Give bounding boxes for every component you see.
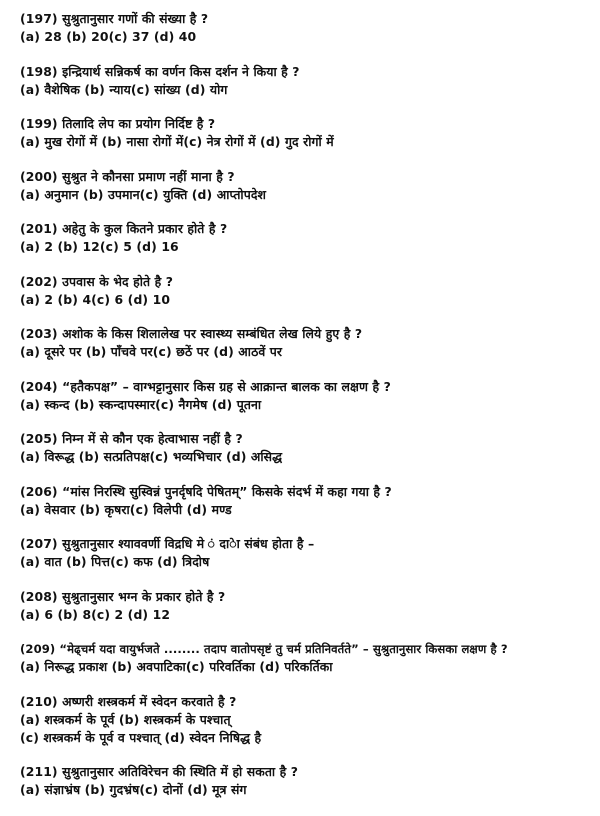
question-options: (a) दूसरे पर (b) पाँचवे पर(c) छठें पर (d) आठवें पर: [20, 344, 283, 359]
question-209: [20, 640, 590, 676]
question-options: (a) अनुमान (b) उपमान(c) युक्ति (d) आप्तोपदेश: [20, 186, 267, 202]
question-206: [20, 483, 590, 519]
question-210: [20, 693, 590, 747]
question-options: (a) स्कन्द (b) स्कन्दापस्मार(c) नैगमेष (d) पूतना: [20, 396, 262, 412]
question-text: (202) उपवास के भेद होते है ?: [20, 273, 173, 289]
question-options: (a) निरूद्ध प्रकाश (b) अवपाटिका(c) परिवर्तिका (d) परिकर्तिका: [20, 659, 333, 674]
question-198: [20, 63, 590, 99]
question-text: (205) निम्न में से कौन एक हेत्वाभास नहीं है ?: [20, 431, 243, 446]
question-text: (209) “मेढ्चर्म यदा वायुर्भजते ........ तदाप वातोपसृष्टं तु चर्म प्रतिनिवर्तते” – सुश्रुतानुसार किसका लक्षण है ?: [20, 642, 508, 656]
question-205: [20, 430, 590, 466]
question-text: (199) तिलादि लेप का प्रयोग निर्दिष्ट है ?: [20, 116, 216, 131]
question-options: (a) वेसवार (b) कृषरा(c) विलेपी (d) मण्ड: [20, 501, 232, 517]
question-211: [20, 763, 590, 799]
question-204: [20, 378, 590, 414]
question-options: (a) 2 (b) 12(c) 5 (d) 16: [20, 239, 179, 254]
question-201: [20, 220, 590, 256]
question-text: (211) सुश्रुतानुसार अतिविरेचन की स्थिति में हो सकता है ?: [20, 764, 299, 779]
question-text: (204) “हतैकपक्ष” – वाग्भट्टानुसार किस ग्रह से आक्रान्त बालक का लक्षण है ?: [20, 378, 391, 394]
question-203: [20, 325, 590, 361]
question-text: (208) सुश्रुतानुसार भग्न के प्रकार होते है ?: [20, 588, 226, 604]
question-text: (200) सुश्रुत ने कौनसा प्रमाण नहीं माना है ?: [20, 168, 235, 184]
question-options-line-2: (c) शस्त्रकर्म के पूर्व व पश्चात् (d) स्वेदन निषिद्ध है: [20, 729, 262, 745]
question-options: (a) वैशेषिक (b) न्याय(c) सांख्य (d) योग: [20, 81, 228, 97]
question-208: [20, 588, 590, 624]
question-options: (a) मुख रोगों में (b) नासा रोगों में(c) नेत्र रोगों में (d) गुद रोगों में: [20, 134, 334, 149]
question-207: [20, 535, 590, 571]
question-text: (210) अष्णरी शस्त्रकर्म में स्वेदन करवाते है ?: [20, 693, 237, 709]
question-200: [20, 168, 590, 204]
question-text: (198) इन्द्रियार्थ सन्निकर्ष का वर्णन किस दर्शन ने किया है ?: [20, 63, 300, 79]
question-options: (a) विरूद्ध (b) सत्प्रतिपक्ष(c) भव्यभिचार (d) असिद्ध: [20, 449, 283, 464]
question-text: (201) अहेतु के कुल कितने प्रकार होते है ?: [20, 221, 228, 236]
question-options: (a) संज्ञाभ्रंष (b) गुदभ्रंष(c) दोनों (d) मूत्र संग: [20, 782, 247, 797]
question-text: (207) सुश्रुतानुसार श्याववर्णी विद्रधि मे ं दा◌ेा संबंध होता है –: [20, 536, 315, 551]
question-options: (a) 2 (b) 4(c) 6 (d) 10: [20, 291, 171, 307]
question-options: (a) शस्त्रकर्म के पूर्व (b) शस्त्रकर्म के पश्चात्: [20, 711, 231, 727]
question-text: (203) अशोक के किस शिलालेख पर स्वास्थ्य सम्बंधित लेख लिये हुए है ?: [20, 326, 363, 341]
question-199: [20, 115, 590, 151]
question-options: (a) 28 (b) 20(c) 37 (d) 40: [20, 29, 197, 44]
question-options: (a) 6 (b) 8(c) 2 (d) 12: [20, 606, 171, 622]
question-list: [20, 10, 590, 816]
question-197: [20, 10, 590, 46]
question-text: (197) सुश्रुतानुसार गणों की संख्या है ?: [20, 11, 209, 26]
question-202: [20, 273, 590, 309]
question-text: (206) “मांस निरस्थि सुस्विन्नं पुनर्दृषदि पेषितम्” किसके संदर्भ में कहा गया है ?: [20, 483, 392, 499]
question-options: (a) वात (b) पित्त(c) कफ (d) त्रिदोष: [20, 554, 210, 569]
